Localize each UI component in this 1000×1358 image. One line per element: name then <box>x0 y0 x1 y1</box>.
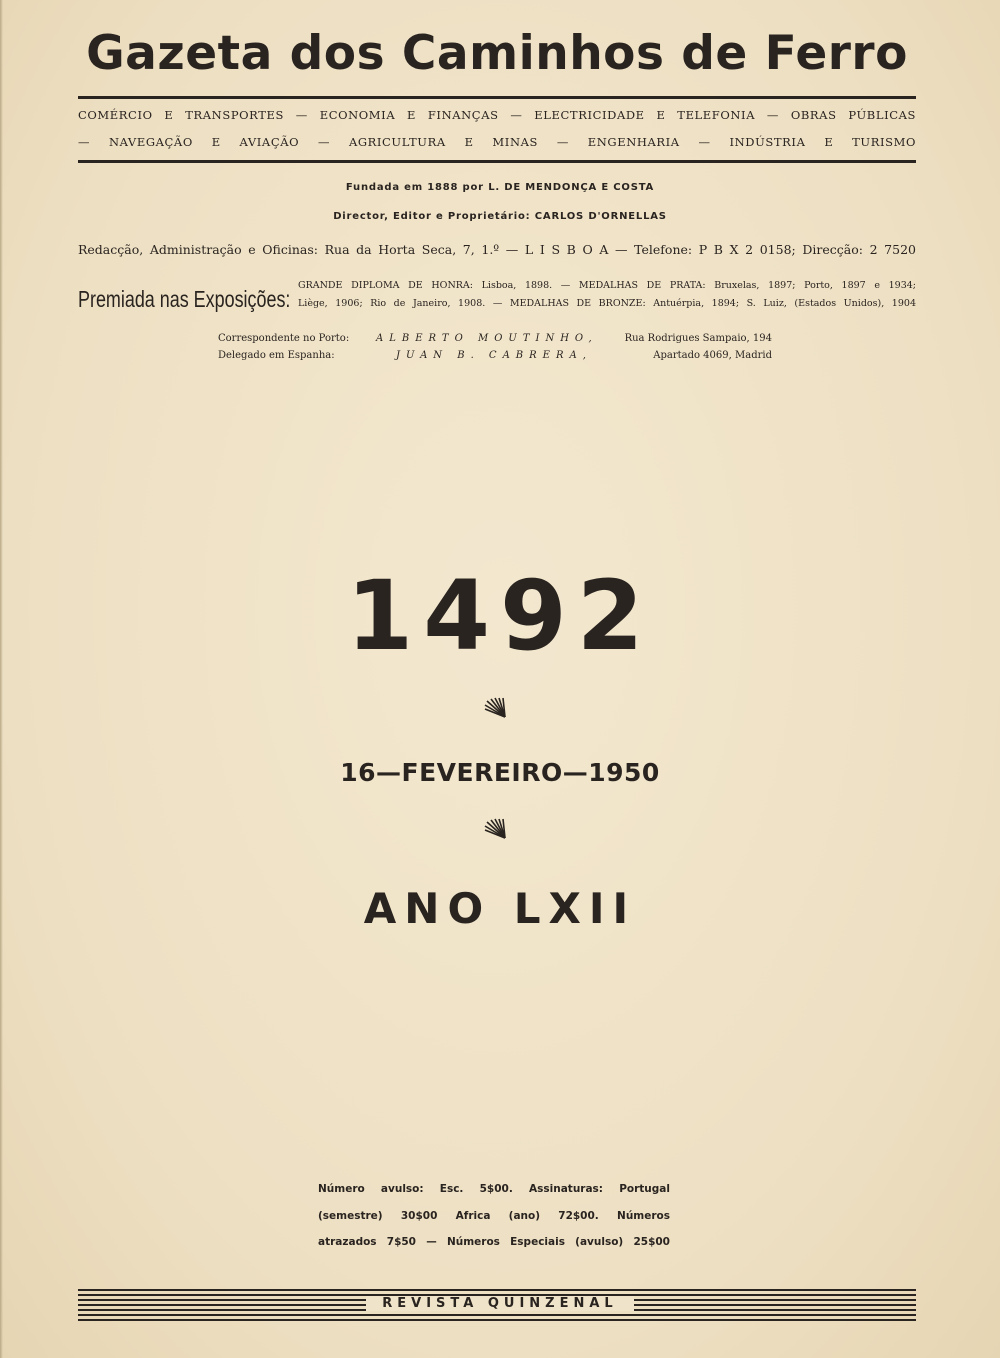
fan-ornament-icon <box>484 818 508 840</box>
correspondent-address: Rua Rodrigues Sampaio, 194 <box>624 333 772 344</box>
correspondent-role: Correspondente no Porto: <box>218 333 350 344</box>
topics-line-1: COMÉRCIO E TRANSPORTES — ECONOMIA E FINANÇAS — ELECTRICIDADE E TELEFONIA — OBRAS PÚBLICAS <box>78 108 916 122</box>
correspondent-porto <box>218 333 772 344</box>
prices-line-2: (semestre) 30$00 Africa (ano) 72$00. Números <box>318 1210 670 1222</box>
masthead-rule-bottom <box>78 160 916 163</box>
awards-label: Premiada nas Exposições: <box>78 286 291 312</box>
address-line: Redacção, Administração e Oficinas: Rua da Horta Seca, 7, 1.º — L I S B O A — Telefone: P B X 2 0158; Direcção: 2 7520 <box>78 242 916 257</box>
issue-year: ANO LXII <box>363 884 637 933</box>
footer-label <box>0 1296 1000 1311</box>
masthead-title: Gazeta dos Caminhos de Ferro <box>86 26 908 81</box>
fan-ornament-icon <box>484 697 508 719</box>
correspondent-role: Delegado em Espanha: <box>218 350 335 361</box>
awards-line-2: Liège, 1906; Rio de Janeiro, 1908. — MEDALHAS DE BRONZE: Antuérpia, 1894; S. Luiz, (Estados Unidos), 1904 <box>298 298 916 309</box>
footer-rule <box>78 1319 916 1321</box>
page-edge-shadow <box>0 0 3 1358</box>
issue-date: 16—FEVEREIRO—1950 <box>340 758 660 787</box>
founded-line: Fundada em 1888 por L. DE MENDONÇA E COSTA <box>345 182 655 193</box>
correspondent-name: JUAN B. CABRERA, <box>395 350 592 361</box>
issue-number: 1492 <box>346 560 654 672</box>
correspondent-name: ALBERTO MOUTINHO, <box>376 333 598 344</box>
correspondent-spain <box>218 350 772 361</box>
footer-rule <box>78 1314 916 1316</box>
footer-rule <box>78 1289 916 1291</box>
footer-label-text: REVISTA QUINZENAL <box>366 1296 633 1311</box>
topics-line-2: — NAVEGAÇÃO E AVIAÇÃO — AGRICULTURA E MINAS — ENGENHARIA — INDÚSTRIA E TURISMO <box>78 135 916 149</box>
director-line: Director, Editor e Proprietário: CARLOS D'ORNELLAS <box>333 211 667 222</box>
correspondent-address: Apartado 4069, Madrid <box>653 350 772 361</box>
awards-line-1: GRANDE DIPLOMA DE HONRA: Lisboa, 1898. — MEDALHAS DE PRATA: Bruxelas, 1897; Porto, 1897 e 1934; <box>298 280 916 291</box>
prices-line-1: Número avulso: Esc. 5$00. Assinaturas: Portugal <box>318 1183 670 1195</box>
masthead-rule-top <box>78 96 916 99</box>
prices-line-3: atrazados 7$50 — Números Especiais (avulso) 25$00 <box>318 1236 670 1248</box>
